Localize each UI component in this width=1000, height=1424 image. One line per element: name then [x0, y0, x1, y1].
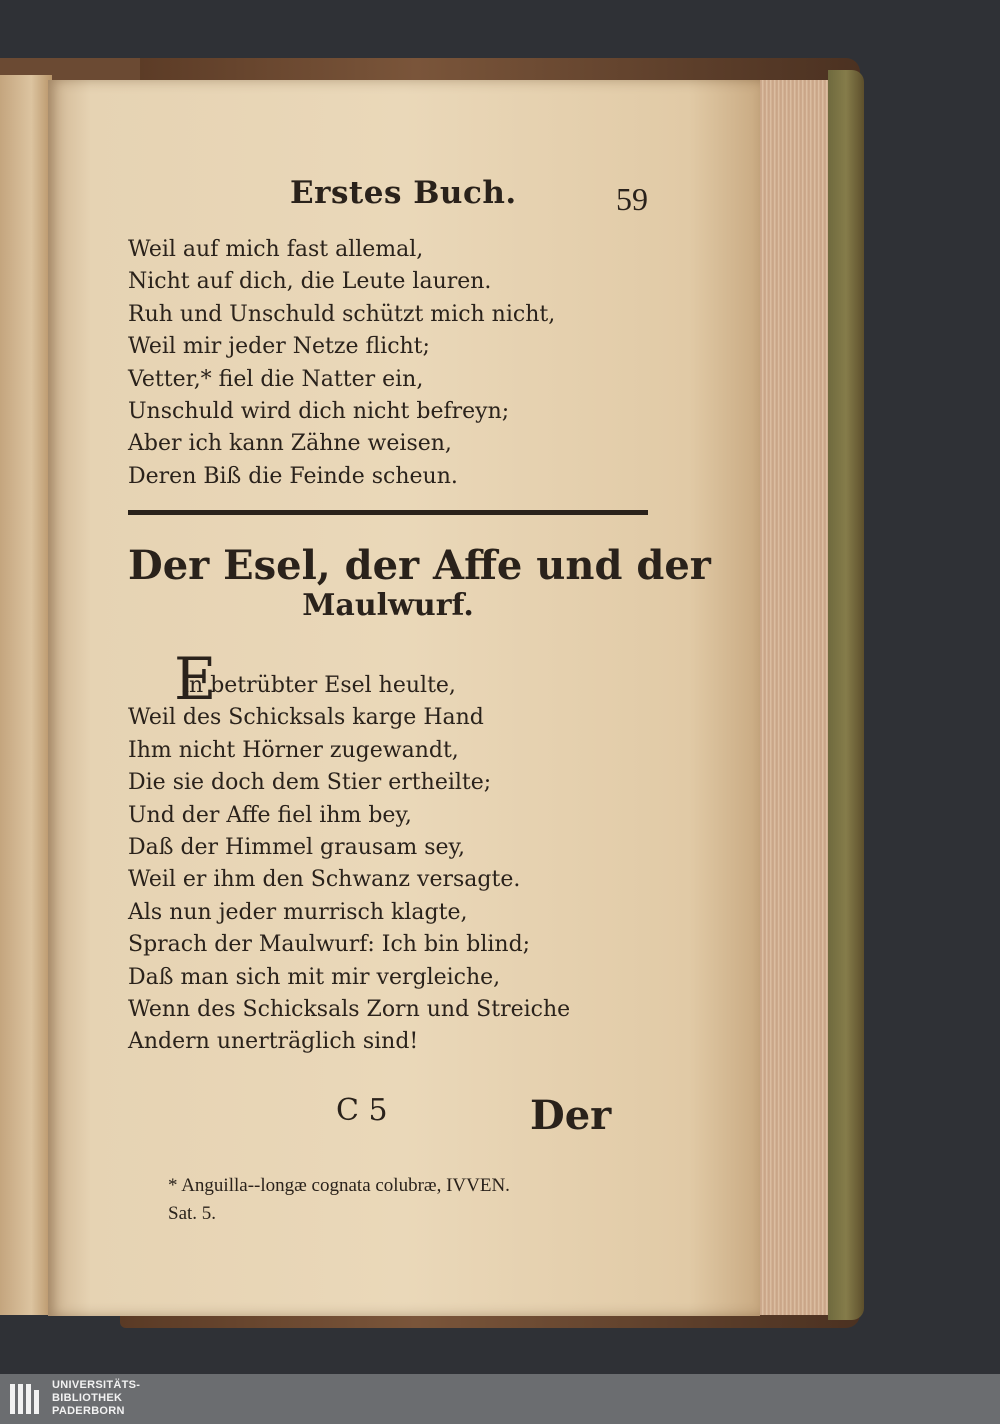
verse-line: Weil er ihm den Schwanz versagte. [128, 867, 521, 893]
verse-main [128, 670, 570, 1059]
library-footer [0, 1374, 1000, 1424]
page-block-edge [755, 80, 835, 1315]
footnote-line: * Anguilla--longæ cognata colubræ, IVVEN. [168, 1175, 510, 1196]
verse-line: Daß man sich mit mir vergleiche, [128, 964, 501, 990]
section-rule [128, 510, 648, 515]
verse-line: Aber ich kann Zähne weisen, [128, 431, 452, 457]
logo-line: UNIVERSITÄTS- [52, 1379, 141, 1391]
footnote-line: Sat. 5. [168, 1203, 217, 1224]
signature-mark: C 5 [336, 1093, 388, 1128]
left-page-edge [0, 75, 52, 1315]
library-logo-text [52, 1379, 140, 1418]
verse-line: Sprach der Maulwurf: Ich bin blind; [128, 932, 531, 958]
drop-capital: E [174, 645, 217, 713]
footnote [168, 1172, 510, 1228]
verse-line: Weil des Schicksals karge Hand [128, 705, 484, 731]
verse-line: Und der Affe fiel ihm bey, [128, 802, 412, 828]
verse-line: Ruh und Unschuld schützt mich nicht, [128, 301, 556, 327]
verse-line: Weil mir jeder Netze flicht; [128, 334, 430, 360]
verse-line: Wenn des Schicksals Zorn und Streiche [128, 997, 571, 1023]
verse-line: Vetter,* fiel die Natter ein, [128, 366, 424, 392]
logo-line: PADERBORN [52, 1405, 125, 1417]
verse-line: Ihm nicht Hörner zugewandt, [128, 737, 459, 763]
verse-top [128, 234, 555, 493]
verse-line: Deren Biß die Feinde scheun. [128, 463, 458, 489]
page-number: 59 [616, 181, 648, 217]
verse-line: Daß der Himmel grausam sey, [128, 835, 466, 861]
library-logo-icon [6, 1380, 44, 1418]
logo-line: BIBLIOTHEK [52, 1392, 123, 1404]
poem-title-continued: Maulwurf. [302, 588, 474, 623]
verse-line: Andern unerträglich sind! [128, 1029, 419, 1055]
verse-line: Unschuld wird dich nicht befreyn; [128, 399, 510, 425]
verse-line: Nicht auf dich, die Leute lauren. [128, 269, 492, 295]
verse-line: Weil auf mich fast allemal, [128, 237, 424, 262]
running-head: Erstes Buch. [290, 175, 517, 211]
verse-line: in betrübter Esel heulte, [182, 673, 456, 698]
verse-line: Als nun jeder murrisch klagte, [128, 899, 468, 925]
right-cover-edge [828, 70, 864, 1320]
catchword: Der [530, 1092, 612, 1139]
poem-title: Der Esel, der Affe und der [128, 542, 711, 589]
verse-line: Die sie doch dem Stier ertheilte; [128, 770, 492, 796]
